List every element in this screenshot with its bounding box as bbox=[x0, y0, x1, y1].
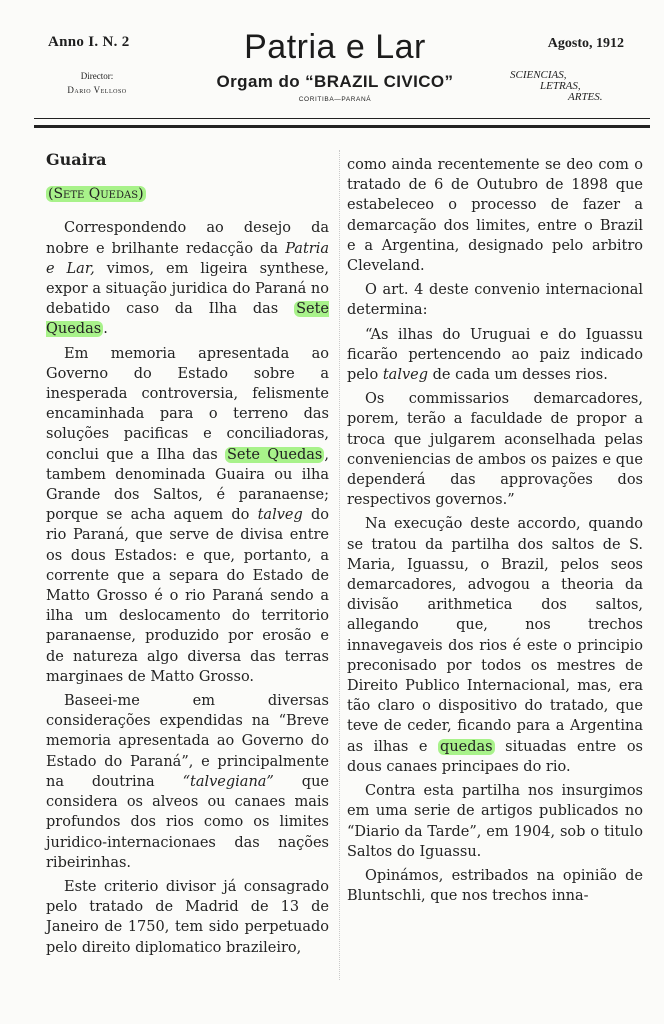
italic-text: talveg bbox=[382, 367, 429, 384]
subject-item: ARTES. bbox=[568, 91, 603, 103]
paragraph: Este criterio divisor já consagrado pelo tratado de Madrid de 13 de Janeiro de 1750, tem sido perpetuado pelo direito diplomatico brazileiro, bbox=[46, 878, 329, 956]
italic-text: talveg bbox=[257, 507, 303, 524]
newspaper-place: CORITIBA—PARANÁ bbox=[298, 96, 372, 103]
issue-number: Anno I. N. 2 bbox=[48, 34, 130, 50]
paragraph: Correspondendo ao desejo da nobre e brilhante redacção da Patria e Lar, vimos, em ligeira synthese, expor a situação juridica do Paraná no debatido caso da Ilha das Sete Quedas . bbox=[46, 220, 329, 338]
paragraph: Os commissarios demarcadores, porem, terão a faculdade de propor a troca que julgarem aconselhada pelas conveniencias de ambos os paizes e que dependerá das approvações dos respectivos governos.” bbox=[347, 391, 643, 509]
newspaper-title: Patria e Lar bbox=[244, 28, 426, 66]
column-divider bbox=[339, 150, 340, 980]
paragraph: Na execução deste accordo, quando se tratou da partilha dos saltos de S. Maria, Iguassu, o Brazil, pelos seos demarcadores, advogou a theoria da divisão arithmetica dos saltos, allegando que, nos trechos innavegaveis dos rios é este o principio preconisado por todos os mestres de Direito Publico Internacional, mas, era tão claro o dispositivo do tratado, que teve de ceder, ficando para a Argentina as ilhas e quedas situadas entre os dous canaes principaes do rio. bbox=[347, 516, 643, 775]
paragraph: Opinámos, estribados na opinião de Bluntschli, que nos trechos inna- bbox=[347, 867, 643, 905]
masthead-rule-thin bbox=[34, 118, 650, 119]
paragraph: O art. 4 deste convenio internacional determina: bbox=[347, 282, 643, 319]
highlight: (Sete Quedas) bbox=[48, 186, 144, 203]
left-column bbox=[46, 150, 329, 962]
italic-text: “talvegiana” bbox=[182, 773, 274, 790]
highlight: quedas bbox=[440, 738, 493, 755]
masthead-center bbox=[176, 28, 494, 103]
subject-item: LETRAS, bbox=[540, 80, 581, 92]
subject-item: SCIENCIAS, bbox=[510, 69, 567, 81]
masthead-right bbox=[508, 36, 638, 110]
paragraph: Contra esta partilha nos insurgimos em uma serie de artigos publicados no “Diario da Tarde”, em 1904, sob o titulo Saltos do Iguassu. bbox=[347, 783, 643, 860]
highlight: Sete Quedas bbox=[226, 446, 323, 463]
article-title: Guaira bbox=[46, 150, 107, 169]
paragraph: Baseei-me em diversas considerações expendidas na “Breve memoria apresentada ao Governo do Estado do Paraná”, e principalmente na doutrina “talvegiana” que considera os alveos ou canaes mais profundos dos rios como os limites juridico-internacionaes das nações ribeirinhas. bbox=[46, 693, 329, 871]
subjects-list bbox=[508, 70, 638, 110]
paragraph: Em memoria apresentada ao Governo do Estado sobre a inesperada controversia, felismente encaminhada para o terreno das soluções pacificas e conciliadoras, conclui que a Ilha das Sete Quedas , tambem denominada Guaira ou ilha Grande dos Saltos, é paranaense; porque se acha aquem do talveg do rio Paraná, que serve de divisa entre os dous Estados: e que, portanto, a corrente que a separa do Estado de Matto Grosso é o rio Paraná sendo a ilha um deslocamento do territorio paranaense, produzido por erosão e de natureza algo diversa das terras marginaes de Matto Grosso. bbox=[46, 345, 329, 685]
director-block bbox=[48, 69, 146, 97]
masthead-rule-thick bbox=[34, 125, 650, 128]
newspaper-organ: Orgam do “BRAZIL CIVICO” bbox=[216, 72, 454, 91]
article-subtitle bbox=[46, 184, 329, 204]
paragraph: como ainda recentemente se deo com o tratado de 6 de Outubro de 1898 que estabeleceo o processo de fazer a demarcação dos limites, entre o Brazil e a Argentina, designado pelo arbitro Cleveland. bbox=[347, 157, 643, 275]
italic-text: Patria e Lar, bbox=[46, 240, 329, 277]
highlight: Sete Quedas bbox=[46, 301, 329, 338]
issue-date: Agosto, 1912 bbox=[547, 36, 624, 51]
director-role: Director: bbox=[80, 71, 114, 81]
paragraph: “As ilhas do Uruguai e do Iguassu ficarão pertencendo ao paiz indicado pelo talveg de cada um desses rios. bbox=[347, 326, 643, 384]
director-name: Dario Velloso bbox=[67, 85, 127, 95]
right-column bbox=[347, 155, 643, 910]
masthead-left bbox=[48, 34, 168, 97]
